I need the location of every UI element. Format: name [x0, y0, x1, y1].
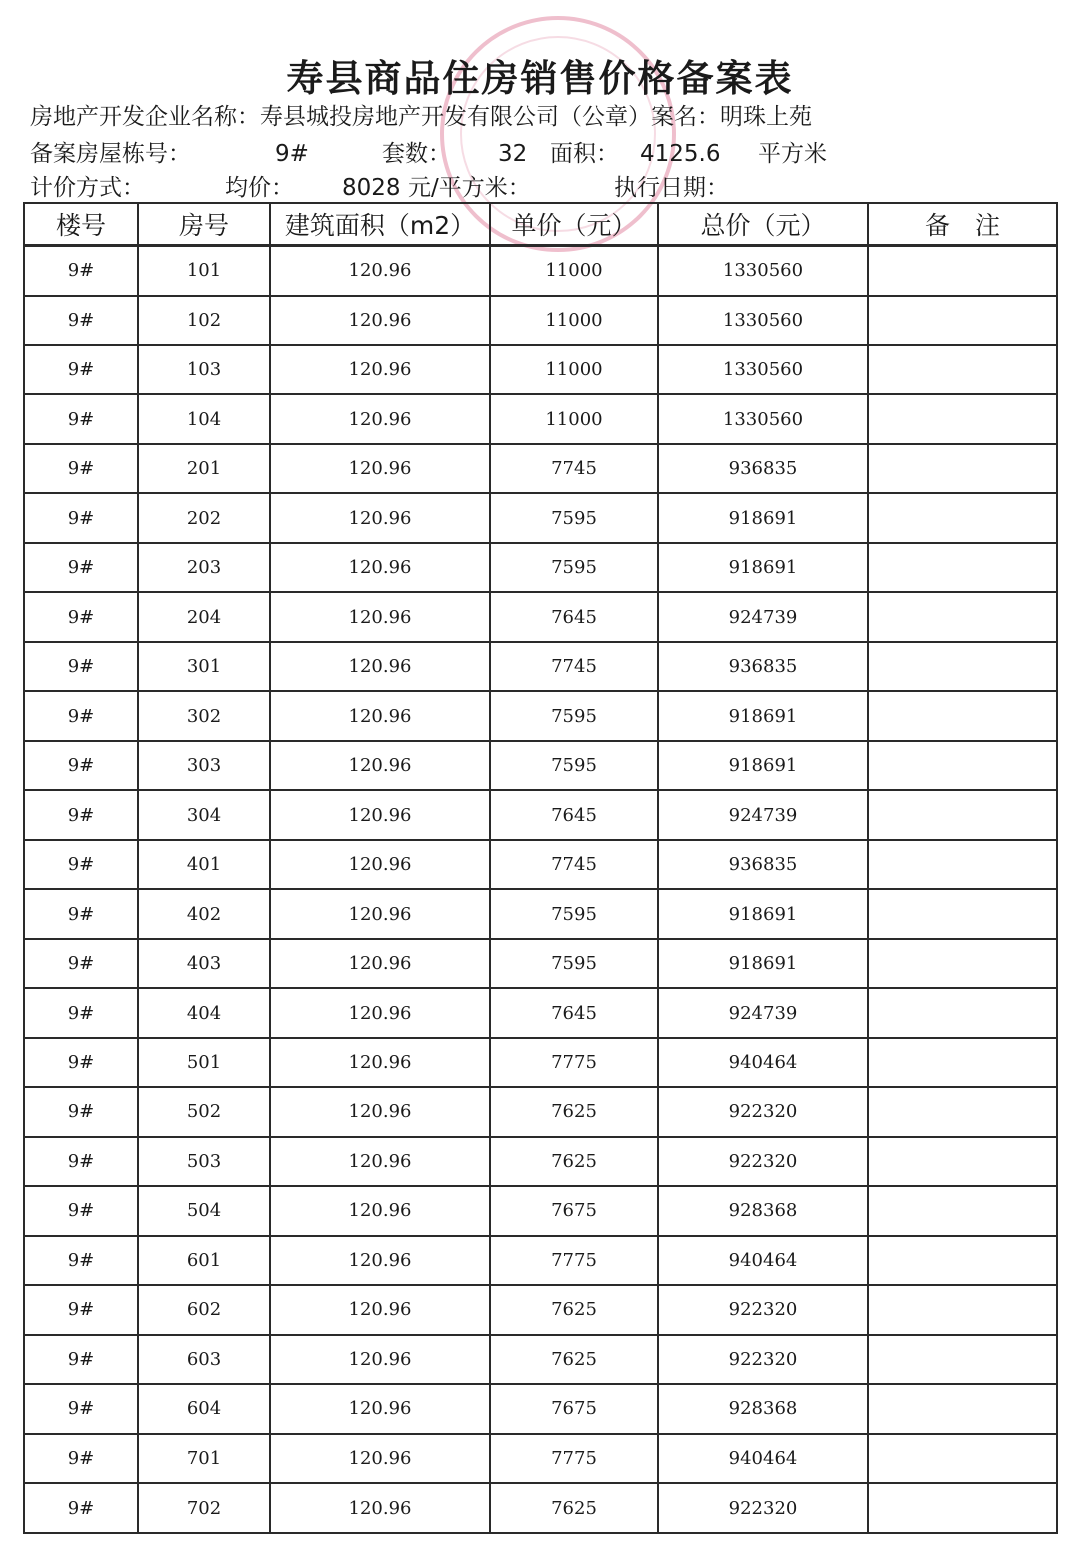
cell-area: 120.96: [270, 939, 490, 988]
cell-area: 120.96: [270, 1335, 490, 1384]
header-area: 建筑面积（m2）: [270, 203, 490, 246]
company-value: 寿县城投房地产开发有限公司（公章）: [260, 104, 651, 130]
cell-remarks: [868, 790, 1057, 839]
cell-remarks: [868, 840, 1057, 889]
table-row: [24, 642, 1057, 691]
cell-room: 302: [138, 691, 270, 740]
cell-building: 9#: [24, 1335, 138, 1384]
cell-remarks: [868, 1434, 1057, 1483]
case-label: 案名：: [651, 104, 720, 130]
cell-room: 102: [138, 296, 270, 345]
cell-building: 9#: [24, 394, 138, 443]
cell-area: 120.96: [270, 592, 490, 641]
table-row: [24, 493, 1057, 542]
cell-area: 120.96: [270, 691, 490, 740]
table-row: [24, 1434, 1057, 1483]
header-building: 楼号: [24, 203, 138, 246]
cell-total-price: 918691: [658, 543, 868, 592]
cell-unit-price: 7745: [490, 840, 658, 889]
cell-room: 104: [138, 394, 270, 443]
cell-building: 9#: [24, 543, 138, 592]
cell-room: 401: [138, 840, 270, 889]
header-total-price: 总价（元）: [658, 203, 868, 246]
cell-total-price: 928368: [658, 1384, 868, 1433]
cell-room: 202: [138, 493, 270, 542]
cell-remarks: [868, 543, 1057, 592]
table-row: [24, 840, 1057, 889]
cell-remarks: [868, 1038, 1057, 1087]
cell-remarks: [868, 1087, 1057, 1136]
cell-unit-price: 7645: [490, 988, 658, 1037]
table-row: [24, 1087, 1057, 1136]
table-row: [24, 939, 1057, 988]
cell-total-price: 924739: [658, 790, 868, 839]
cell-building: 9#: [24, 1137, 138, 1186]
cell-remarks: [868, 1186, 1057, 1235]
cell-remarks: [868, 642, 1057, 691]
pricing-label: 计价方式：: [30, 175, 145, 201]
header-remarks: 备 注: [868, 203, 1057, 246]
case-value: 明珠上苑: [720, 104, 812, 130]
cell-area: 120.96: [270, 1236, 490, 1285]
cell-room: 301: [138, 642, 270, 691]
cell-total-price: 922320: [658, 1285, 868, 1334]
cell-area: 120.96: [270, 1186, 490, 1235]
cell-unit-price: 11000: [490, 246, 658, 296]
cell-total-price: 924739: [658, 592, 868, 641]
table-row: [24, 1186, 1057, 1235]
cell-room: 304: [138, 790, 270, 839]
cell-building: 9#: [24, 345, 138, 394]
cell-unit-price: 7625: [490, 1483, 658, 1533]
building-label: 备案房屋栋号：: [30, 141, 191, 167]
cell-building: 9#: [24, 493, 138, 542]
cell-total-price: 924739: [658, 988, 868, 1037]
cell-total-price: 936835: [658, 840, 868, 889]
cell-building: 9#: [24, 592, 138, 641]
cell-unit-price: 7595: [490, 889, 658, 938]
cell-building: 9#: [24, 1038, 138, 1087]
table-row: [24, 1335, 1057, 1384]
cell-unit-price: 7625: [490, 1087, 658, 1136]
table-header-row: [24, 203, 1057, 246]
cell-area: 120.96: [270, 988, 490, 1037]
building-value: 9#: [275, 141, 309, 167]
cell-unit-price: 11000: [490, 345, 658, 394]
cell-room: 603: [138, 1335, 270, 1384]
cell-area: 120.96: [270, 444, 490, 493]
table-row: [24, 444, 1057, 493]
cell-total-price: 918691: [658, 939, 868, 988]
table-row: [24, 345, 1057, 394]
cell-unit-price: 7775: [490, 1236, 658, 1285]
cell-total-price: 922320: [658, 1137, 868, 1186]
cell-total-price: 918691: [658, 889, 868, 938]
price-table: [23, 202, 1058, 1534]
sets-label: 套数：: [382, 141, 451, 167]
cell-room: 504: [138, 1186, 270, 1235]
sets-value: 32: [498, 141, 528, 167]
cell-building: 9#: [24, 790, 138, 839]
table-row: [24, 296, 1057, 345]
cell-unit-price: 11000: [490, 394, 658, 443]
cell-building: 9#: [24, 1087, 138, 1136]
cell-total-price: 940464: [658, 1434, 868, 1483]
table-row: [24, 543, 1057, 592]
cell-building: 9#: [24, 939, 138, 988]
cell-unit-price: 7595: [490, 939, 658, 988]
cell-unit-price: 7775: [490, 1434, 658, 1483]
cell-unit-price: 7595: [490, 543, 658, 592]
cell-room: 103: [138, 345, 270, 394]
area-unit: 平方米: [758, 141, 827, 167]
cell-unit-price: 7625: [490, 1137, 658, 1186]
cell-area: 120.96: [270, 246, 490, 296]
cell-unit-price: 7595: [490, 691, 658, 740]
cell-building: 9#: [24, 1285, 138, 1334]
cell-room: 502: [138, 1087, 270, 1136]
cell-remarks: [868, 444, 1057, 493]
table-row: [24, 1384, 1057, 1433]
cell-area: 120.96: [270, 296, 490, 345]
table-row: [24, 790, 1057, 839]
cell-total-price: 936835: [658, 444, 868, 493]
company-line: [30, 102, 812, 132]
page-title: 寿县商品住房销售价格备案表: [286, 57, 794, 100]
cell-room: 701: [138, 1434, 270, 1483]
avg-label: 均价：: [225, 175, 294, 201]
cell-room: 403: [138, 939, 270, 988]
cell-unit-price: 7625: [490, 1285, 658, 1334]
cell-remarks: [868, 1137, 1057, 1186]
header-unit-price: 单价（元）: [490, 203, 658, 246]
cell-remarks: [868, 1236, 1057, 1285]
cell-room: 303: [138, 741, 270, 790]
cell-unit-price: 7595: [490, 493, 658, 542]
cell-building: 9#: [24, 988, 138, 1037]
cell-total-price: 1330560: [658, 246, 868, 296]
area-label: 面积：: [550, 141, 619, 167]
cell-total-price: 936835: [658, 642, 868, 691]
table-row: [24, 691, 1057, 740]
cell-remarks: [868, 592, 1057, 641]
date-label: 执行日期：: [614, 175, 729, 201]
table-row: [24, 889, 1057, 938]
cell-remarks: [868, 889, 1057, 938]
cell-remarks: [868, 1384, 1057, 1433]
cell-area: 120.96: [270, 493, 490, 542]
cell-remarks: [868, 1483, 1057, 1533]
cell-area: 120.96: [270, 345, 490, 394]
cell-building: 9#: [24, 296, 138, 345]
cell-room: 702: [138, 1483, 270, 1533]
cell-room: 203: [138, 543, 270, 592]
cell-building: 9#: [24, 1186, 138, 1235]
cell-total-price: 940464: [658, 1038, 868, 1087]
cell-total-price: 1330560: [658, 394, 868, 443]
cell-total-price: 918691: [658, 741, 868, 790]
cell-area: 120.96: [270, 741, 490, 790]
cell-area: 120.96: [270, 1483, 490, 1533]
company-label: 房地产开发企业名称：: [30, 104, 260, 130]
cell-building: 9#: [24, 246, 138, 296]
cell-remarks: [868, 493, 1057, 542]
cell-area: 120.96: [270, 840, 490, 889]
cell-area: 120.96: [270, 1384, 490, 1433]
cell-room: 602: [138, 1285, 270, 1334]
cell-room: 404: [138, 988, 270, 1037]
cell-building: 9#: [24, 1384, 138, 1433]
cell-building: 9#: [24, 691, 138, 740]
cell-remarks: [868, 394, 1057, 443]
cell-building: 9#: [24, 1434, 138, 1483]
cell-total-price: 922320: [658, 1483, 868, 1533]
cell-area: 120.96: [270, 543, 490, 592]
cell-building: 9#: [24, 741, 138, 790]
cell-remarks: [868, 1285, 1057, 1334]
header-room: 房号: [138, 203, 270, 246]
cell-remarks: [868, 741, 1057, 790]
cell-room: 601: [138, 1236, 270, 1285]
cell-room: 402: [138, 889, 270, 938]
cell-total-price: 922320: [658, 1087, 868, 1136]
cell-unit-price: 7645: [490, 790, 658, 839]
cell-building: 9#: [24, 840, 138, 889]
cell-area: 120.96: [270, 1434, 490, 1483]
cell-remarks: [868, 988, 1057, 1037]
cell-area: 120.96: [270, 394, 490, 443]
cell-area: 120.96: [270, 1285, 490, 1334]
avg-value: 8028: [342, 175, 401, 201]
cell-unit-price: 7645: [490, 592, 658, 641]
cell-total-price: 918691: [658, 691, 868, 740]
table-row: [24, 741, 1057, 790]
table-row: [24, 1137, 1057, 1186]
cell-total-price: 1330560: [658, 345, 868, 394]
cell-building: 9#: [24, 444, 138, 493]
table-row: [24, 1483, 1057, 1533]
cell-unit-price: 7745: [490, 642, 658, 691]
cell-total-price: 918691: [658, 493, 868, 542]
cell-remarks: [868, 296, 1057, 345]
cell-total-price: 922320: [658, 1335, 868, 1384]
cell-remarks: [868, 691, 1057, 740]
cell-room: 201: [138, 444, 270, 493]
table-row: [24, 1236, 1057, 1285]
cell-remarks: [868, 939, 1057, 988]
cell-building: 9#: [24, 642, 138, 691]
cell-remarks: [868, 1335, 1057, 1384]
cell-unit-price: 7775: [490, 1038, 658, 1087]
table-row: [24, 394, 1057, 443]
table-row: [24, 1038, 1057, 1087]
cell-building: 9#: [24, 889, 138, 938]
cell-unit-price: 7675: [490, 1186, 658, 1235]
cell-room: 503: [138, 1137, 270, 1186]
cell-remarks: [868, 345, 1057, 394]
cell-unit-price: 7745: [490, 444, 658, 493]
cell-remarks: [868, 246, 1057, 296]
cell-building: 9#: [24, 1483, 138, 1533]
cell-total-price: 940464: [658, 1236, 868, 1285]
cell-area: 120.96: [270, 889, 490, 938]
cell-unit-price: 7595: [490, 741, 658, 790]
cell-total-price: 1330560: [658, 296, 868, 345]
cell-unit-price: 7625: [490, 1335, 658, 1384]
area-value: 4125.6: [640, 141, 721, 167]
table-row: [24, 1285, 1057, 1334]
cell-area: 120.96: [270, 1038, 490, 1087]
cell-total-price: 928368: [658, 1186, 868, 1235]
cell-room: 501: [138, 1038, 270, 1087]
cell-area: 120.96: [270, 1137, 490, 1186]
table-row: [24, 988, 1057, 1037]
cell-building: 9#: [24, 1236, 138, 1285]
cell-area: 120.96: [270, 790, 490, 839]
table-row: [24, 246, 1057, 296]
cell-unit-price: 7675: [490, 1384, 658, 1433]
cell-area: 120.96: [270, 642, 490, 691]
avg-unit: 元/平方米：: [408, 175, 531, 201]
cell-area: 120.96: [270, 1087, 490, 1136]
cell-unit-price: 11000: [490, 296, 658, 345]
cell-room: 204: [138, 592, 270, 641]
cell-room: 101: [138, 246, 270, 296]
cell-room: 604: [138, 1384, 270, 1433]
table-row: [24, 592, 1057, 641]
